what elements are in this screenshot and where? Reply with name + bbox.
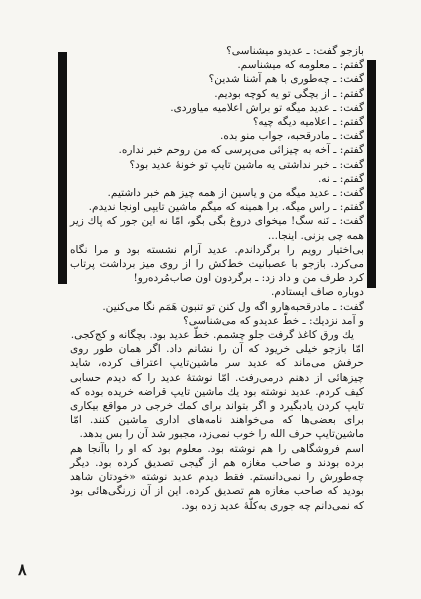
paragraph: یك ورق کاغذ گرفت جلو چشمم. خطّ عدید بود. بچگانه و کج‌کجی. (70, 329, 354, 342)
dialogue-line: گفتم: ـ راس میگه. برا همینه که میگم ماشین تایپی اونجا ندیدم. (88, 201, 364, 214)
dialogue-line: گفتم: ـ از بچگی تو یه کوچه بودیم. (214, 87, 364, 100)
dialogue-line: گفت: ـ چه‌طوری با هم آشنا شدین؟ (208, 73, 364, 86)
dialogue-line: گفتم: ـ نه. (317, 172, 364, 185)
page-body (70, 44, 364, 513)
dialogue-line: گفت: ـ نَنه سگ! میخوای دروغ بگی بگو، امّا نه این جور که پاك زیر همه چی بزنی. اینجا... (70, 215, 364, 242)
left-margin-bar (58, 52, 67, 284)
dialogue-line: گفت: ـ خبر نداشتی یه ماشین تایپ تو خونهٔ عدید بود؟ (129, 158, 364, 171)
dialogue-line: گفت: ـ عدید میگه تو براش اعلامیه میاوردی. (170, 101, 364, 114)
dialogue-line: گفت: ـ مادرقحبه‌هارو اگه ول کنن تو تنبون هَمَم نگا می‌کنین. (102, 300, 364, 313)
dialogue-line: گفتم: ـ اعلامیه دیگه چیه؟ (252, 116, 364, 129)
right-margin-bar (367, 60, 376, 288)
paragraph: اسم فروشگاهی را هم نوشته بود. معلوم بود که او را با‌آنجا هم برده بودند و صاحب مغازه هم از گیجی تصدیق کرده بود. دیگر چه‌طورش را نمی‌دانستم. فقط دیدم عدید نوشته «خودتان شاهد بودید که صاحب مغازه هم تصدیق کرده. این از آن زرنگی‌هائی بود که نمی‌دانم چه جوری به‌کلّهٔ عدید زده بود. (70, 442, 364, 512)
page-number: ۸ (18, 560, 27, 579)
paragraph: بی‌اختیار رویم را برگرداندم. عدید آرام نشسته بود و مرا نگاه می‌کرد. بازجو با عصبانیت خط‌کش را از روی میز برداشت پرتاب کرد طرف من و داد زد: ـ برگردون اون صاب‌مُرده‌رو! (70, 243, 364, 285)
dialogue-line: گفتم: ـ آخه به چیزائی می‌پرسی که من روحم خبر نداره. (118, 144, 364, 157)
dialogue-line: گفتم: ـ معلومه که میشناسم. (237, 59, 364, 72)
paragraph: دوباره صاف ایستادم. (270, 286, 364, 299)
dialogue-line: گفت: ـ مادرقحبه، جواب منو بده. (220, 130, 364, 143)
dialogue-line: گفت: ـ عدید میگه من و یاسین از همه چیز هم خبر داشتیم. (107, 187, 364, 200)
dialogue-line: و آمد نزدیك: ـ خطّ عدیدو که می‌شناسی؟ (183, 314, 364, 327)
paragraph: امّا بازجو خیلی خریود که آن را نشانم داد. اگر همان طور روی حرفش می‌ماند که عدید سر ماشین‌تایپ اعتراف کرده، شاید چیزهائی از دهنم درمی‌رفت. امّا نوشتهٔ عدید را که دیدم حسابی کیف کردم. عدید نوشته بود یك ماشین تایپ قراضه خریده بوده که تایپ کردن یادبگیرد و اگر بتواند برای کمك خرجی در مواقع بیکاری برای بعضی‌ها که می‌خواهند نامه‌های اداری ماشین کنند. امّا ماشین‌تایپ حرف الله را خوب نمی‌زد، مجبور شد آن را بس بدهد. (70, 343, 364, 441)
dialogue-line: بازجو گفت: ـ عدیدو میشناسی؟ (226, 45, 364, 57)
